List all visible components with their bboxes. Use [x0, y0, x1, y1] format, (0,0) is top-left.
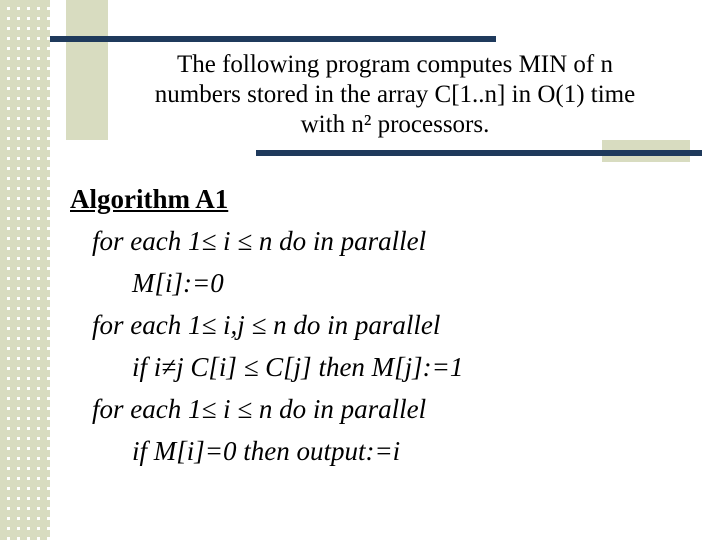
code-line: M[i]:=0 [132, 268, 224, 298]
decorative-block-top [66, 0, 108, 140]
title-line: with n² processors. [300, 111, 490, 138]
algorithm-heading: Algorithm A1 [70, 184, 229, 214]
code-line: if M[i]=0 then output:=i [132, 436, 401, 466]
slide-title [110, 50, 680, 140]
code-line: for each 1≤ i ≤ n do in parallel [92, 226, 427, 256]
algorithm-body [70, 178, 463, 472]
decorative-grid-strip [0, 0, 50, 540]
title-line: numbers stored in the array C[1..n] in O(1) time [154, 81, 636, 108]
title-line: The following program computes MIN of n [176, 51, 614, 78]
bottom-rule [256, 150, 702, 156]
code-line: if i≠j C[i] ≤ C[j] then M[j]:=1 [132, 352, 464, 382]
code-line: for each 1≤ i ≤ n do in parallel [92, 394, 427, 424]
top-rule [50, 36, 496, 42]
code-line: for each 1≤ i,j ≤ n do in parallel [92, 310, 441, 340]
